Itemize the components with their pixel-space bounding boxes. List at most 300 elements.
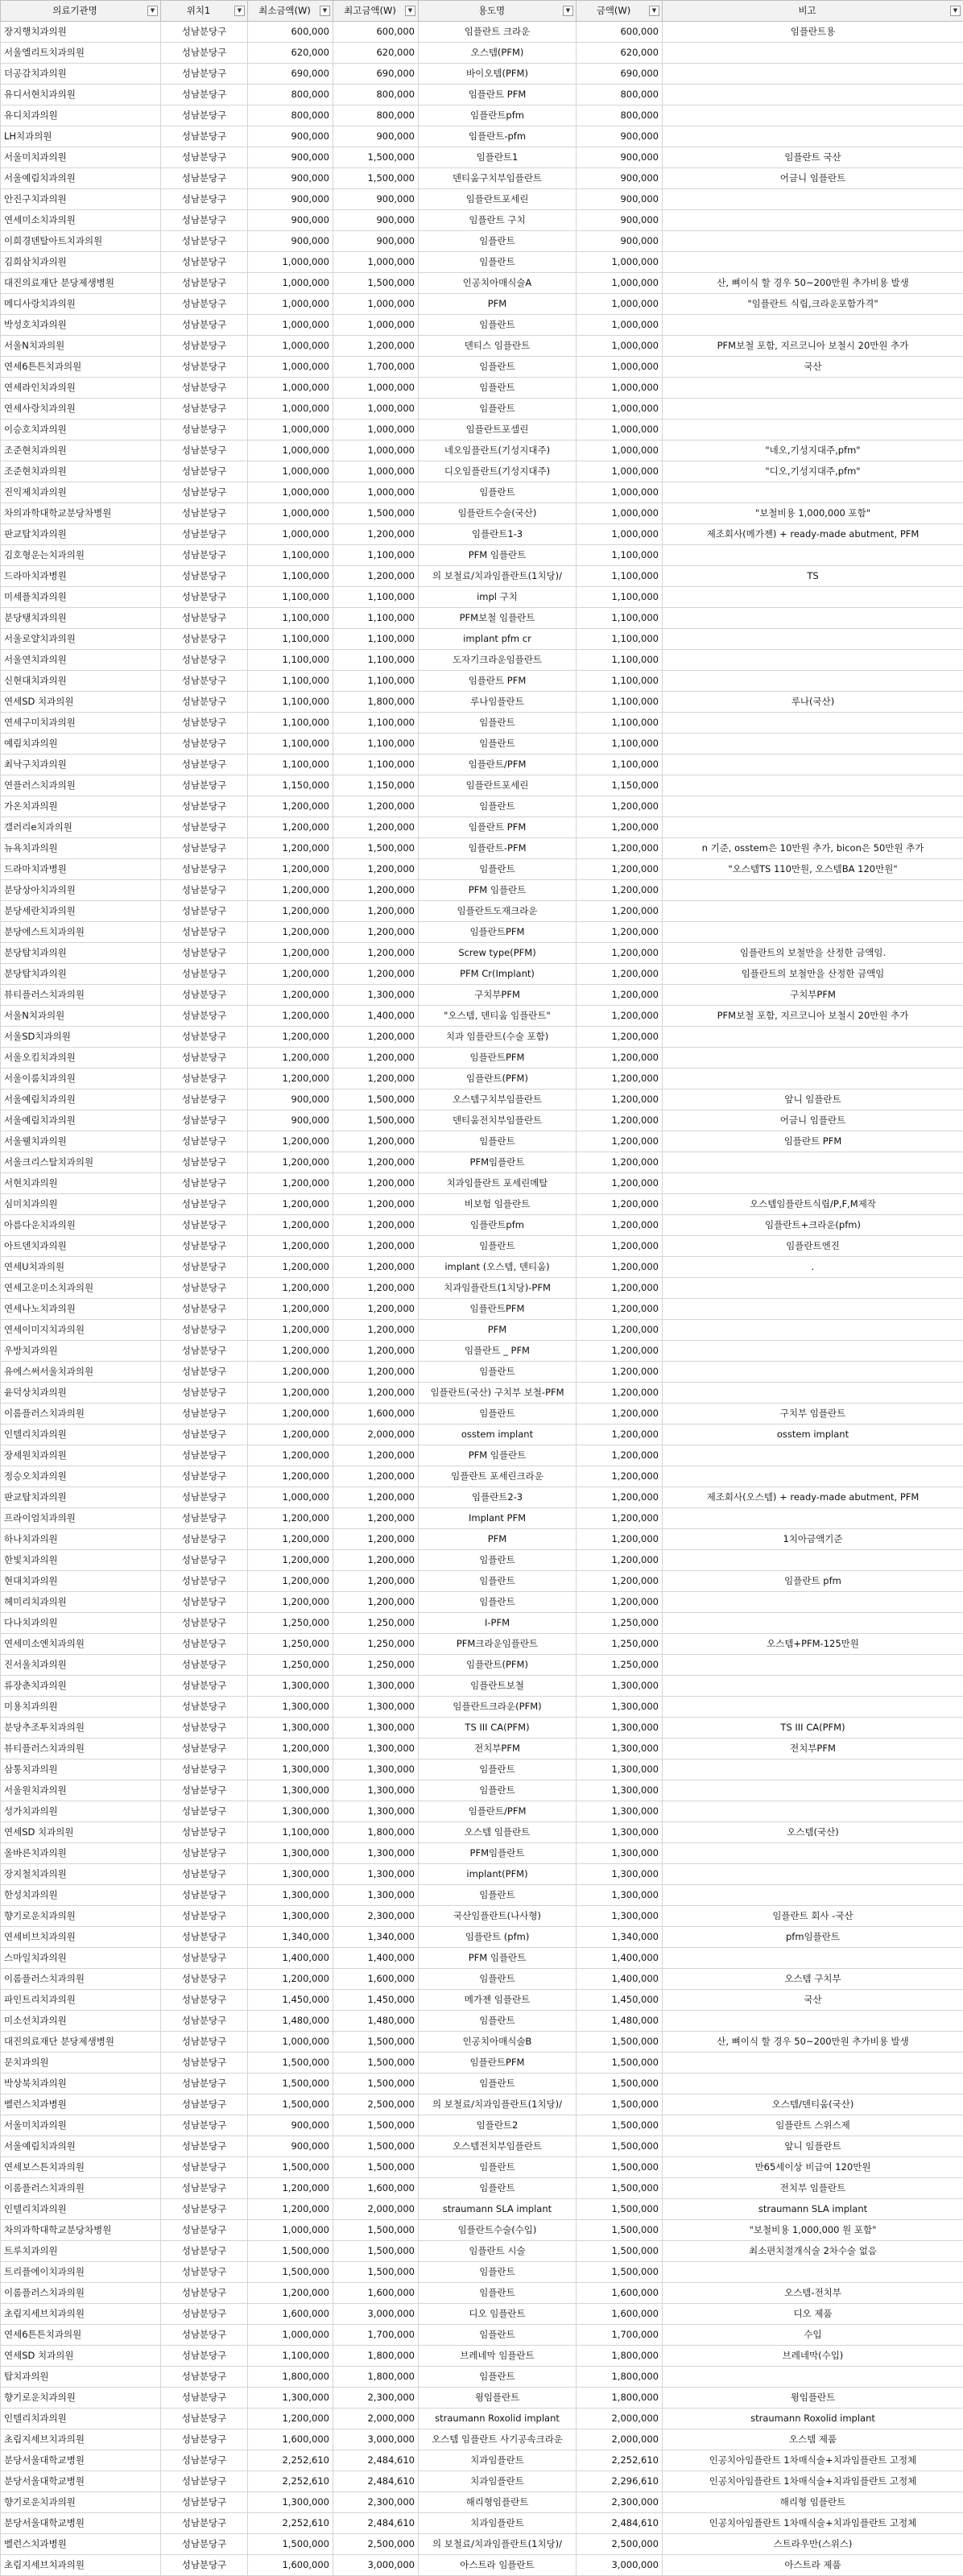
table-row[interactable] [1, 2555, 963, 2576]
cell-max-price[interactable]: 1,200,000 [333, 1529, 419, 1550]
cell-usage-name[interactable]: 메가젠 임플란트 [419, 1990, 577, 2011]
cell-min-price[interactable]: 1,200,000 [248, 901, 333, 922]
cell-location[interactable]: 성남분당구 [161, 1069, 248, 1090]
cell-remarks[interactable]: "오스템TS 110만원, 오스템BA 120만원" [663, 859, 963, 880]
cell-min-price[interactable]: 1,200,000 [248, 1466, 333, 1487]
cell-remarks[interactable]: 만65세이상 비급여 120만원 [663, 2157, 963, 2178]
cell-price[interactable]: 1,300,000 [577, 1718, 663, 1739]
cell-usage-name[interactable]: PFM임플란트 [419, 1843, 577, 1864]
table-row[interactable] [1, 713, 963, 734]
cell-min-price[interactable]: 1,000,000 [248, 2325, 333, 2346]
cell-min-price[interactable]: 900,000 [248, 147, 333, 168]
cell-remarks[interactable]: 국산 [663, 357, 963, 378]
cell-institution-name[interactable]: 트리플에이치과의원 [1, 2262, 161, 2283]
cell-remarks[interactable]: osstem implant [663, 1424, 963, 1445]
cell-remarks[interactable]: 산, 뼈이식 할 경우 50~200만원 추가비용 발생 [663, 273, 963, 294]
cell-remarks[interactable] [663, 1362, 963, 1383]
cell-max-price[interactable]: 1,100,000 [333, 671, 419, 692]
table-row[interactable] [1, 1676, 963, 1697]
cell-location[interactable]: 성남분당구 [161, 1048, 248, 1069]
cell-min-price[interactable]: 1,200,000 [248, 1236, 333, 1257]
cell-institution-name[interactable]: 판교탑치과의원 [1, 524, 161, 545]
table-row[interactable] [1, 2053, 963, 2074]
cell-min-price[interactable]: 1,000,000 [248, 336, 333, 357]
cell-max-price[interactable]: 1,800,000 [333, 2367, 419, 2388]
cell-remarks[interactable]: 구치부PFM [663, 985, 963, 1006]
table-row[interactable] [1, 85, 963, 105]
table-row[interactable] [1, 1822, 963, 1843]
cell-remarks[interactable] [663, 1613, 963, 1634]
cell-usage-name[interactable]: 임플란트 PFM [419, 85, 577, 105]
cell-min-price[interactable]: 1,000,000 [248, 2220, 333, 2241]
cell-max-price[interactable]: 1,300,000 [333, 1864, 419, 1885]
cell-usage-name[interactable]: 치과임플란트 [419, 2513, 577, 2534]
cell-usage-name[interactable]: 임플란트 포세린크라운 [419, 1466, 577, 1487]
cell-max-price[interactable]: 900,000 [333, 126, 419, 147]
cell-location[interactable]: 성남분당구 [161, 1299, 248, 1320]
cell-usage-name[interactable]: 치과임플란트 [419, 2471, 577, 2492]
cell-institution-name[interactable]: 안진구치과의원 [1, 189, 161, 210]
table-row[interactable] [1, 2262, 963, 2283]
cell-remarks[interactable]: "임플란트 식립,크라운포함가격" [663, 294, 963, 315]
cell-max-price[interactable]: 1,200,000 [333, 817, 419, 838]
cell-usage-name[interactable]: 임플란트 [419, 1131, 577, 1152]
cell-max-price[interactable]: 1,000,000 [333, 315, 419, 336]
cell-remarks[interactable]: 임플란트+크라운(pfm) [663, 1215, 963, 1236]
cell-price[interactable]: 1,000,000 [577, 378, 663, 399]
cell-usage-name[interactable]: 임플란트 [419, 1885, 577, 1906]
cell-remarks[interactable]: "보철비용 1,000,000 포함" [663, 503, 963, 524]
cell-usage-name[interactable]: 임플란트 [419, 2367, 577, 2388]
cell-max-price[interactable]: 900,000 [333, 210, 419, 231]
cell-remarks[interactable] [663, 210, 963, 231]
cell-max-price[interactable]: 1,500,000 [333, 838, 419, 859]
cell-min-price[interactable]: 1,200,000 [248, 1006, 333, 1027]
cell-location[interactable]: 성남분당구 [161, 1341, 248, 1362]
cell-usage-name[interactable]: TS III CA(PFM) [419, 1718, 577, 1739]
cell-location[interactable]: 성남분당구 [161, 566, 248, 587]
cell-max-price[interactable]: 1,100,000 [333, 629, 419, 650]
cell-price[interactable]: 900,000 [577, 231, 663, 252]
cell-price[interactable]: 1,300,000 [577, 1676, 663, 1697]
cell-max-price[interactable]: 2,300,000 [333, 2492, 419, 2513]
cell-max-price[interactable]: 2,300,000 [333, 1906, 419, 1927]
cell-institution-name[interactable]: 서울오킴치과의원 [1, 1048, 161, 1069]
cell-max-price[interactable]: 1,200,000 [333, 1194, 419, 1215]
cell-max-price[interactable]: 1,000,000 [333, 440, 419, 461]
cell-usage-name[interactable]: 임플란트-PFM [419, 838, 577, 859]
table-row[interactable] [1, 1383, 963, 1404]
cell-location[interactable]: 성남분당구 [161, 231, 248, 252]
cell-institution-name[interactable]: 서울원치과의원 [1, 1780, 161, 1801]
cell-remarks[interactable]: 임플란트의 보철만을 산정한 금액임 [663, 964, 963, 985]
table-row[interactable] [1, 2241, 963, 2262]
cell-min-price[interactable]: 1,500,000 [248, 2157, 333, 2178]
table-row[interactable] [1, 1090, 963, 1110]
table-row[interactable] [1, 587, 963, 608]
cell-remarks[interactable]: 전치부PFM [663, 1739, 963, 1759]
cell-min-price[interactable]: 2,252,610 [248, 2471, 333, 2492]
cell-min-price[interactable]: 1,100,000 [248, 671, 333, 692]
cell-remarks[interactable] [663, 734, 963, 755]
table-row[interactable] [1, 1801, 963, 1822]
cell-price[interactable]: 1,300,000 [577, 1864, 663, 1885]
cell-remarks[interactable]: 국산 [663, 1990, 963, 2011]
cell-max-price[interactable]: 1,500,000 [333, 147, 419, 168]
cell-location[interactable]: 성남분당구 [161, 482, 248, 503]
cell-institution-name[interactable]: 서울예림치과의원 [1, 168, 161, 189]
cell-price[interactable]: 1,200,000 [577, 1571, 663, 1592]
cell-max-price[interactable]: 1,200,000 [333, 1236, 419, 1257]
cell-min-price[interactable]: 1,000,000 [248, 399, 333, 420]
cell-min-price[interactable]: 1,100,000 [248, 545, 333, 566]
table-row[interactable] [1, 1592, 963, 1613]
cell-remarks[interactable]: 임플란트 pfm [663, 1571, 963, 1592]
cell-usage-name[interactable]: PFM 임플란트 [419, 880, 577, 901]
filter-dropdown-icon[interactable]: ▼ [649, 6, 659, 16]
cell-location[interactable]: 성남분당구 [161, 2388, 248, 2409]
cell-institution-name[interactable]: 올바른치과의원 [1, 1843, 161, 1864]
cell-min-price[interactable]: 1,100,000 [248, 608, 333, 629]
cell-min-price[interactable]: 1,400,000 [248, 1948, 333, 1969]
cell-remarks[interactable] [663, 922, 963, 943]
cell-usage-name[interactable]: 임플란트수술(국산) [419, 503, 577, 524]
cell-min-price[interactable]: 1,200,000 [248, 1529, 333, 1550]
table-row[interactable] [1, 2513, 963, 2534]
cell-price[interactable]: 1,250,000 [577, 1655, 663, 1676]
cell-max-price[interactable]: 1,300,000 [333, 1885, 419, 1906]
cell-usage-name[interactable]: 임플란트 [419, 1404, 577, 1424]
cell-usage-name[interactable]: 임플란트PFM [419, 1299, 577, 1320]
cell-institution-name[interactable]: 드라마치과병원 [1, 859, 161, 880]
cell-institution-name[interactable]: 조준현치과의원 [1, 440, 161, 461]
cell-institution-name[interactable]: 미소선치과의원 [1, 2011, 161, 2032]
cell-remarks[interactable] [663, 1383, 963, 1404]
cell-max-price[interactable]: 1,500,000 [333, 2074, 419, 2094]
column-header-price[interactable] [577, 1, 663, 22]
cell-location[interactable]: 성남분당구 [161, 461, 248, 482]
cell-usage-name[interactable]: 치과임플란트 포세린메탈 [419, 1173, 577, 1194]
table-row[interactable] [1, 1655, 963, 1676]
table-row[interactable] [1, 440, 963, 461]
cell-location[interactable]: 성남분당구 [161, 378, 248, 399]
cell-usage-name[interactable]: 루나임플란트 [419, 692, 577, 713]
cell-location[interactable]: 성남분당구 [161, 1613, 248, 1634]
cell-institution-name[interactable]: 정승오치과의원 [1, 1466, 161, 1487]
cell-remarks[interactable]: 전치부 임플란트 [663, 2178, 963, 2199]
cell-remarks[interactable]: 스트라우만(스위스) [663, 2534, 963, 2555]
cell-usage-name[interactable]: 임플란트 [419, 796, 577, 817]
filter-dropdown-icon[interactable]: ▼ [147, 6, 158, 16]
cell-institution-name[interactable]: 유에스써서울치과의원 [1, 1362, 161, 1383]
cell-min-price[interactable]: 1,200,000 [248, 1131, 333, 1152]
cell-price[interactable]: 900,000 [577, 210, 663, 231]
cell-min-price[interactable]: 1,200,000 [248, 1424, 333, 1445]
cell-remarks[interactable] [663, 796, 963, 817]
cell-min-price[interactable]: 900,000 [248, 168, 333, 189]
cell-price[interactable]: 900,000 [577, 147, 663, 168]
cell-price[interactable]: 1,500,000 [577, 2094, 663, 2115]
cell-institution-name[interactable]: 연세미소치과의원 [1, 210, 161, 231]
cell-location[interactable]: 성남분당구 [161, 587, 248, 608]
table-row[interactable] [1, 2283, 963, 2304]
cell-remarks[interactable] [663, 1320, 963, 1341]
cell-remarks[interactable] [663, 1027, 963, 1048]
cell-usage-name[interactable]: 임플란트 [419, 2074, 577, 2094]
cell-institution-name[interactable]: 판교탑치과의원 [1, 1487, 161, 1508]
cell-institution-name[interactable]: 한빛치과의원 [1, 1550, 161, 1571]
cell-max-price[interactable]: 1,500,000 [333, 168, 419, 189]
table-row[interactable] [1, 1529, 963, 1550]
cell-max-price[interactable]: 1,000,000 [333, 294, 419, 315]
cell-remarks[interactable]: straumann SLA implant [663, 2199, 963, 2220]
cell-usage-name[interactable]: 임플란트 PFM [419, 671, 577, 692]
table-row[interactable] [1, 168, 963, 189]
cell-location[interactable]: 성남분당구 [161, 671, 248, 692]
cell-location[interactable]: 성남분당구 [161, 2115, 248, 2136]
cell-remarks[interactable] [663, 713, 963, 734]
cell-location[interactable]: 성남분당구 [161, 608, 248, 629]
cell-price[interactable]: 1,000,000 [577, 357, 663, 378]
cell-institution-name[interactable]: 연세6튼튼치과의원 [1, 357, 161, 378]
cell-min-price[interactable]: 1,340,000 [248, 1927, 333, 1948]
cell-institution-name[interactable]: 예림치과의원 [1, 734, 161, 755]
cell-max-price[interactable]: 1,300,000 [333, 1676, 419, 1697]
cell-institution-name[interactable]: 서울N치과의원 [1, 336, 161, 357]
cell-location[interactable]: 성남분당구 [161, 1634, 248, 1655]
table-row[interactable] [1, 2429, 963, 2450]
cell-usage-name[interactable]: 임플란트PFM [419, 1048, 577, 1069]
table-row[interactable] [1, 734, 963, 755]
cell-location[interactable]: 성남분당구 [161, 503, 248, 524]
cell-remarks[interactable] [663, 315, 963, 336]
cell-institution-name[interactable]: 더공감치과의원 [1, 64, 161, 85]
cell-max-price[interactable]: 1,300,000 [333, 985, 419, 1006]
table-row[interactable] [1, 1864, 963, 1885]
cell-max-price[interactable]: 1,300,000 [333, 1697, 419, 1718]
cell-min-price[interactable]: 1,000,000 [248, 524, 333, 545]
cell-institution-name[interactable]: 인텔리치과의원 [1, 1424, 161, 1445]
cell-min-price[interactable]: 1,450,000 [248, 1990, 333, 2011]
cell-min-price[interactable]: 1,300,000 [248, 1801, 333, 1822]
cell-max-price[interactable]: 1,400,000 [333, 1006, 419, 1027]
cell-institution-name[interactable]: 뷰티플러스치과의원 [1, 1739, 161, 1759]
cell-usage-name[interactable]: 임플란트pfm [419, 1215, 577, 1236]
cell-min-price[interactable]: 1,200,000 [248, 1278, 333, 1299]
cell-location[interactable]: 성남분당구 [161, 2074, 248, 2094]
cell-location[interactable]: 성남분당구 [161, 2283, 248, 2304]
cell-usage-name[interactable]: 오스템 임플란트 [419, 1822, 577, 1843]
cell-institution-name[interactable]: 아름다운치과의원 [1, 1215, 161, 1236]
cell-max-price[interactable]: 1,500,000 [333, 2115, 419, 2136]
cell-min-price[interactable]: 1,100,000 [248, 1822, 333, 1843]
cell-institution-name[interactable]: 분당서울대학교병원 [1, 2471, 161, 2492]
cell-price[interactable]: 1,300,000 [577, 1843, 663, 1864]
cell-price[interactable]: 1,200,000 [577, 817, 663, 838]
cell-max-price[interactable]: 1,500,000 [333, 1110, 419, 1131]
cell-max-price[interactable]: 1,200,000 [333, 1383, 419, 1404]
cell-remarks[interactable]: 1치아금액기준 [663, 1529, 963, 1550]
cell-max-price[interactable]: 1,480,000 [333, 2011, 419, 2032]
cell-location[interactable]: 성남분당구 [161, 2094, 248, 2115]
cell-max-price[interactable]: 1,200,000 [333, 964, 419, 985]
table-row[interactable] [1, 1969, 963, 1990]
cell-remarks[interactable] [663, 1508, 963, 1529]
table-row[interactable] [1, 2471, 963, 2492]
cell-remarks[interactable] [663, 1885, 963, 1906]
cell-max-price[interactable]: 1,200,000 [333, 1445, 419, 1466]
cell-institution-name[interactable]: 차의과학대학교분당차병원 [1, 503, 161, 524]
table-row[interactable] [1, 1110, 963, 1131]
cell-institution-name[interactable]: 진서울치과의원 [1, 1655, 161, 1676]
cell-min-price[interactable]: 1,000,000 [248, 503, 333, 524]
cell-institution-name[interactable]: 인텔리치과의원 [1, 2199, 161, 2220]
table-row[interactable] [1, 1131, 963, 1152]
cell-price[interactable]: 1,700,000 [577, 2325, 663, 2346]
cell-min-price[interactable]: 1,300,000 [248, 1906, 333, 1927]
cell-location[interactable]: 성남분당구 [161, 273, 248, 294]
cell-location[interactable]: 성남분당구 [161, 1027, 248, 1048]
cell-institution-name[interactable]: 벨런스치과병원 [1, 2094, 161, 2115]
cell-price[interactable]: 2,500,000 [577, 2534, 663, 2555]
cell-price[interactable]: 1,200,000 [577, 880, 663, 901]
cell-location[interactable]: 성남분당구 [161, 2011, 248, 2032]
cell-min-price[interactable]: 1,480,000 [248, 2011, 333, 2032]
cell-institution-name[interactable]: 초림지세브치과의원 [1, 2429, 161, 2450]
cell-min-price[interactable]: 1,500,000 [248, 2053, 333, 2074]
table-row[interactable] [1, 2388, 963, 2409]
cell-price[interactable]: 2,000,000 [577, 2409, 663, 2429]
cell-usage-name[interactable]: 임플란트보철 [419, 1676, 577, 1697]
cell-location[interactable]: 성남분당구 [161, 2534, 248, 2555]
cell-max-price[interactable]: 1,800,000 [333, 692, 419, 713]
table-row[interactable] [1, 420, 963, 440]
cell-min-price[interactable]: 1,000,000 [248, 1487, 333, 1508]
cell-location[interactable]: 성남분당구 [161, 1278, 248, 1299]
cell-usage-name[interactable]: 임플란트 [419, 2283, 577, 2304]
cell-max-price[interactable]: 1,500,000 [333, 2032, 419, 2053]
cell-remarks[interactable]: 임플란트 국산 [663, 147, 963, 168]
cell-remarks[interactable]: 임플란트엔진 [663, 1236, 963, 1257]
table-row[interactable] [1, 461, 963, 482]
cell-min-price[interactable]: 900,000 [248, 2136, 333, 2157]
cell-min-price[interactable]: 1,100,000 [248, 566, 333, 587]
cell-usage-name[interactable]: 해리형임플란트 [419, 2492, 577, 2513]
cell-price[interactable]: 1,300,000 [577, 1739, 663, 1759]
table-row[interactable] [1, 2450, 963, 2471]
cell-usage-name[interactable]: 디오 임플란트 [419, 2304, 577, 2325]
cell-max-price[interactable]: 1,200,000 [333, 1299, 419, 1320]
cell-max-price[interactable]: 1,200,000 [333, 1466, 419, 1487]
cell-max-price[interactable]: 1,200,000 [333, 1571, 419, 1592]
cell-max-price[interactable]: 1,600,000 [333, 1404, 419, 1424]
cell-remarks[interactable] [663, 1780, 963, 1801]
cell-institution-name[interactable]: 스마일치과의원 [1, 1948, 161, 1969]
cell-institution-name[interactable]: 유디치과의원 [1, 105, 161, 126]
cell-min-price[interactable]: 1,200,000 [248, 1550, 333, 1571]
cell-location[interactable]: 성남분당구 [161, 85, 248, 105]
cell-institution-name[interactable]: 미용치과의원 [1, 1697, 161, 1718]
cell-location[interactable]: 성남분당구 [161, 1445, 248, 1466]
cell-usage-name[interactable]: 임플란트포셀린 [419, 420, 577, 440]
cell-max-price[interactable]: 1,100,000 [333, 734, 419, 755]
cell-price[interactable]: 1,200,000 [577, 943, 663, 964]
cell-max-price[interactable]: 1,500,000 [333, 273, 419, 294]
cell-remarks[interactable]: 임플란트 스위스제 [663, 2115, 963, 2136]
table-row[interactable] [1, 1152, 963, 1173]
cell-remarks[interactable]: 구치부 임플란트 [663, 1404, 963, 1424]
cell-min-price[interactable]: 1,000,000 [248, 273, 333, 294]
cell-price[interactable]: 1,800,000 [577, 2346, 663, 2367]
cell-institution-name[interactable]: 아트덴치과의원 [1, 1236, 161, 1257]
cell-max-price[interactable]: 1,000,000 [333, 252, 419, 273]
cell-location[interactable]: 성남분당구 [161, 1320, 248, 1341]
cell-min-price[interactable]: 1,100,000 [248, 755, 333, 775]
cell-min-price[interactable]: 1,100,000 [248, 692, 333, 713]
cell-remarks[interactable] [663, 901, 963, 922]
cell-location[interactable]: 성남분당구 [161, 650, 248, 671]
cell-remarks[interactable]: 해리형 임플란트 [663, 2492, 963, 2513]
cell-remarks[interactable]: PFM보철 포함, 지르코니아 보철시 20만원 추가 [663, 336, 963, 357]
cell-location[interactable]: 성남분당구 [161, 1969, 248, 1990]
cell-max-price[interactable]: 1,200,000 [333, 880, 419, 901]
cell-location[interactable]: 성남분당구 [161, 2513, 248, 2534]
cell-remarks[interactable] [663, 1445, 963, 1466]
cell-max-price[interactable]: 1,500,000 [333, 2136, 419, 2157]
cell-max-price[interactable]: 1,200,000 [333, 922, 419, 943]
table-row[interactable] [1, 1069, 963, 1090]
cell-location[interactable]: 성남분당구 [161, 1885, 248, 1906]
cell-max-price[interactable]: 3,000,000 [333, 2304, 419, 2325]
cell-price[interactable]: 1,500,000 [577, 2178, 663, 2199]
cell-price[interactable]: 2,000,000 [577, 2429, 663, 2450]
cell-institution-name[interactable]: 연세6튼튼치과의원 [1, 2325, 161, 2346]
cell-min-price[interactable]: 1,300,000 [248, 1718, 333, 1739]
cell-min-price[interactable]: 1,000,000 [248, 315, 333, 336]
cell-location[interactable]: 성남분당구 [161, 1362, 248, 1383]
cell-min-price[interactable]: 1,200,000 [248, 943, 333, 964]
cell-max-price[interactable]: 1,300,000 [333, 1843, 419, 1864]
cell-remarks[interactable] [663, 2011, 963, 2032]
cell-usage-name[interactable]: PFM [419, 1320, 577, 1341]
cell-usage-name[interactable]: 인공치아매식술B [419, 2032, 577, 2053]
cell-usage-name[interactable]: 임플란트2-3 [419, 1487, 577, 1508]
cell-max-price[interactable]: 1,100,000 [333, 713, 419, 734]
cell-remarks[interactable]: 앞니 임플란트 [663, 2136, 963, 2157]
cell-institution-name[interactable]: 김희삼치과의원 [1, 252, 161, 273]
cell-location[interactable]: 성남분당구 [161, 1508, 248, 1529]
cell-usage-name[interactable]: 디오임플란트(기성지대주) [419, 461, 577, 482]
cell-location[interactable]: 성남분당구 [161, 901, 248, 922]
cell-institution-name[interactable]: 뉴욕치과의원 [1, 838, 161, 859]
cell-price[interactable]: 1,200,000 [577, 1131, 663, 1152]
cell-remarks[interactable]: 윙임플란트 [663, 2388, 963, 2409]
cell-remarks[interactable] [663, 1299, 963, 1320]
cell-usage-name[interactable]: 임플란트 [419, 1362, 577, 1383]
cell-remarks[interactable] [663, 1592, 963, 1613]
cell-max-price[interactable]: 1,250,000 [333, 1634, 419, 1655]
cell-price[interactable]: 900,000 [577, 168, 663, 189]
cell-institution-name[interactable]: 분당탑치과의원 [1, 943, 161, 964]
cell-price[interactable]: 1,100,000 [577, 734, 663, 755]
cell-min-price[interactable]: 1,250,000 [248, 1655, 333, 1676]
cell-remarks[interactable] [663, 650, 963, 671]
cell-price[interactable]: 1,200,000 [577, 1194, 663, 1215]
cell-institution-name[interactable]: 미세플치과의원 [1, 587, 161, 608]
cell-min-price[interactable]: 1,000,000 [248, 294, 333, 315]
cell-usage-name[interactable]: implant pfm cr [419, 629, 577, 650]
cell-location[interactable]: 성남분당구 [161, 629, 248, 650]
